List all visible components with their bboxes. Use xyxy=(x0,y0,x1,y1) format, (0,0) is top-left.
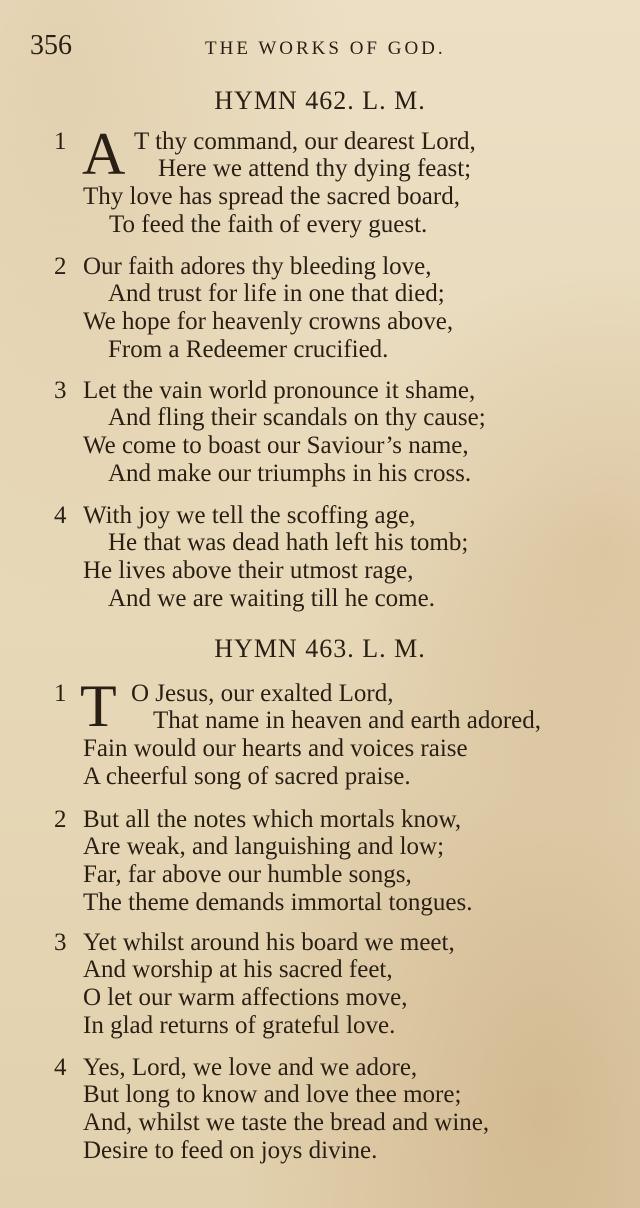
verse-line: In glad returns of grateful love. xyxy=(83,1012,396,1039)
verse-line: We hope for heavenly crowns above, xyxy=(83,308,454,335)
verse-line: Yes, Lord, we love and we adore, xyxy=(83,1054,418,1081)
verse-line: And trust for life in one that died; xyxy=(108,280,445,307)
verse-line: And we are waiting till he come. xyxy=(108,585,435,612)
verse-line: Here we attend thy dying feast; xyxy=(158,155,472,182)
verse-line: From a Redeemer crucified. xyxy=(108,336,389,363)
running-title: THE WORKS OF GOD. xyxy=(205,38,446,59)
verse-line: O Jesus, our exalted Lord, xyxy=(131,680,394,707)
verse-line: But all the notes which mortals know, xyxy=(83,806,462,833)
verse-number: 2 xyxy=(54,806,67,833)
verse-line: O let our warm affections move, xyxy=(83,984,408,1011)
verse-line: But long to know and love thee more; xyxy=(83,1081,462,1108)
verse-line: Yet whilst around his board we meet, xyxy=(83,929,455,956)
verse-line: And, whilst we taste the bread and wine, xyxy=(83,1109,490,1136)
running-head xyxy=(30,30,620,66)
verse-line: He that was dead hath left his tomb; xyxy=(108,529,469,556)
verse-number: 3 xyxy=(54,377,67,404)
verse-line: That name in heaven and earth adored, xyxy=(153,707,542,734)
hymn-title: HYMN 463. L. M. xyxy=(214,634,426,663)
verse-number: 1 xyxy=(54,680,67,707)
verse-number: 1 xyxy=(54,128,67,155)
verse-line: With joy we tell the scoffing age, xyxy=(83,502,416,529)
drop-cap: T xyxy=(80,673,117,739)
verse-line: Are weak, and languishing and low; xyxy=(83,833,445,860)
verse-number: 4 xyxy=(54,502,67,529)
hymn-title: HYMN 462. L. M. xyxy=(214,86,426,115)
verse-line: Thy love has spread the sacred board, xyxy=(83,183,460,210)
verse-line: Our faith adores thy bleeding love, xyxy=(83,253,432,280)
verse-line: And fling their scandals on thy cause; xyxy=(108,404,486,431)
verse-line: The theme demands immortal tongues. xyxy=(83,889,473,916)
verse-line: And worship at his sacred feet, xyxy=(83,956,393,983)
verse-line: And make our triumphs in his cross. xyxy=(108,460,472,487)
verse-number: 3 xyxy=(54,929,67,956)
verse-line: T thy command, our dearest Lord, xyxy=(134,128,476,155)
verse-line: He lives above their utmost rage, xyxy=(83,557,414,584)
verse-line: Desire to feed on joys divine. xyxy=(83,1137,378,1164)
page-number: 356 xyxy=(30,30,72,61)
verse-number: 4 xyxy=(54,1054,67,1081)
drop-cap: A xyxy=(82,121,126,187)
verse-number: 2 xyxy=(54,253,67,280)
verse-line: To feed the faith of every guest. xyxy=(109,211,428,238)
verse-line: Let the vain world pronounce it shame, xyxy=(83,377,476,404)
verse-line: Fain would our hearts and voices raise xyxy=(83,735,468,762)
verse-line: A cheerful song of sacred praise. xyxy=(83,763,411,790)
verse-line: We come to boast our Saviour’s name, xyxy=(83,432,469,459)
verse-line: Far, far above our humble songs, xyxy=(83,861,412,888)
